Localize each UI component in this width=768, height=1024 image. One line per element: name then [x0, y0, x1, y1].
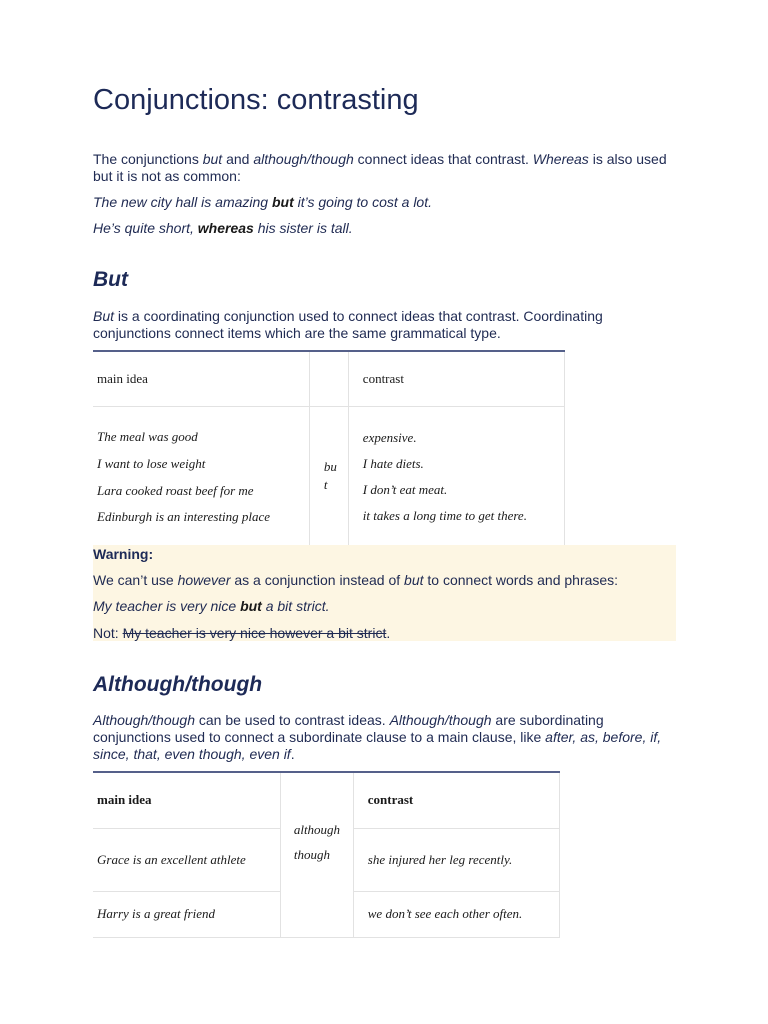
conjunction-though: though [293, 847, 330, 862]
main-idea-item: Grace is an excellent athlete [97, 851, 246, 867]
example-conjunction: but [271, 194, 294, 210]
table-header-row [93, 772, 560, 828]
warning-label: Warning: [93, 546, 154, 562]
table-row [93, 406, 565, 546]
table-header-cell [93, 772, 280, 828]
contrast-item: it takes a long time to get there. [362, 507, 527, 523]
but-description [93, 308, 673, 342]
intro-text: is also used but it is not as common: [93, 151, 667, 184]
main-idea-cell [93, 828, 280, 891]
header-contrast: contrast [367, 792, 414, 808]
contrast-item: she injured her leg recently. [367, 851, 513, 867]
conjunction-although: although [293, 822, 341, 837]
description-text: can be used to contrast ideas. [194, 712, 390, 728]
example-text: He’s quite short, [93, 220, 198, 236]
conjunction-but: but [323, 459, 337, 492]
example-text: a bit strict. [261, 598, 330, 614]
table-header-cell [93, 351, 309, 406]
main-ideas-cell [93, 406, 309, 546]
although-table [93, 771, 560, 938]
main-idea-cell [93, 891, 280, 937]
contrast-item: I don’t eat meat. [362, 481, 448, 497]
intro-text: connect ideas that contrast. [353, 151, 533, 167]
header-main-idea: main idea [97, 370, 148, 386]
main-idea-item: Edinburgh is an interesting place [97, 508, 271, 524]
example-text: his sister is tall. [253, 220, 353, 236]
warning-term: however [177, 572, 231, 588]
main-idea-item: I want to lose weight [97, 455, 206, 471]
example-conjunction: whereas [197, 220, 254, 236]
warning-example [93, 598, 330, 615]
main-idea-item: Lara cooked roast beef for me [97, 482, 254, 498]
but-table [93, 350, 565, 547]
warning-text-part: We can’t use [93, 572, 178, 588]
contrast-item: we don’t see each other often. [367, 906, 523, 921]
example-sentence-but [93, 194, 432, 211]
warning-text-part: as a conjunction instead of [230, 572, 405, 588]
table-header-cell [353, 772, 559, 828]
contrast-cell [353, 891, 559, 937]
intro-term-whereas: Whereas [532, 151, 589, 167]
not-label: Not: [93, 625, 123, 641]
main-idea-item: Harry is a great friend [97, 906, 215, 921]
incorrect-sentence: My teacher is very nice however a bit strict [122, 625, 387, 641]
section-heading-but: But [93, 268, 128, 291]
header-contrast: contrast [362, 370, 404, 386]
contrast-cell [353, 828, 559, 891]
main-idea-item: The meal was good [97, 428, 198, 444]
contrast-cell [348, 406, 564, 546]
intro-paragraph [93, 151, 673, 185]
sentence-period: . [386, 625, 391, 641]
description-term: Although/though [93, 712, 195, 728]
intro-term-but: but [202, 151, 223, 167]
contrast-item: expensive. [362, 429, 417, 445]
warning-text-part: to connect words and phrases: [423, 572, 619, 588]
contrast-item: I hate diets. [362, 455, 424, 471]
description-text: are subordinating conjunctions used to connect a subordinate clause to a main clause, like [93, 712, 604, 745]
description-term: But [93, 308, 115, 324]
description-text: . [290, 746, 295, 762]
header-main-idea: main idea [97, 792, 152, 808]
conjunction-cell [280, 772, 353, 937]
although-description [93, 712, 678, 763]
example-text: My teacher is very nice [93, 598, 241, 614]
description-text: is a coordinating conjunction used to connect ideas that contrast. Coordinating conjunctions connect items which are the same grammatical type. [93, 308, 603, 341]
description-term: Although/though [389, 712, 492, 728]
intro-text: The conjunctions [93, 151, 203, 167]
intro-term-although: although/though [253, 151, 354, 167]
table-header-cell [348, 351, 564, 406]
section-heading-although: Although/though [93, 673, 263, 696]
warning-text [93, 572, 618, 589]
example-conjunction: but [240, 598, 262, 614]
page-title: Conjunctions: contrasting [93, 84, 419, 116]
warning-not-example [93, 625, 390, 642]
description-examples: after, as, before, if, since, that, even though, even if [93, 729, 662, 762]
warning-term: but [404, 572, 424, 588]
intro-text: and [222, 151, 254, 167]
conjunction-cell [309, 406, 348, 546]
example-sentence-whereas [93, 220, 353, 237]
example-text: The new city hall is amazing [93, 194, 272, 210]
table-header-cell [309, 351, 348, 406]
example-text: it’s going to cost a lot. [293, 194, 432, 210]
table-header-row [93, 351, 565, 406]
